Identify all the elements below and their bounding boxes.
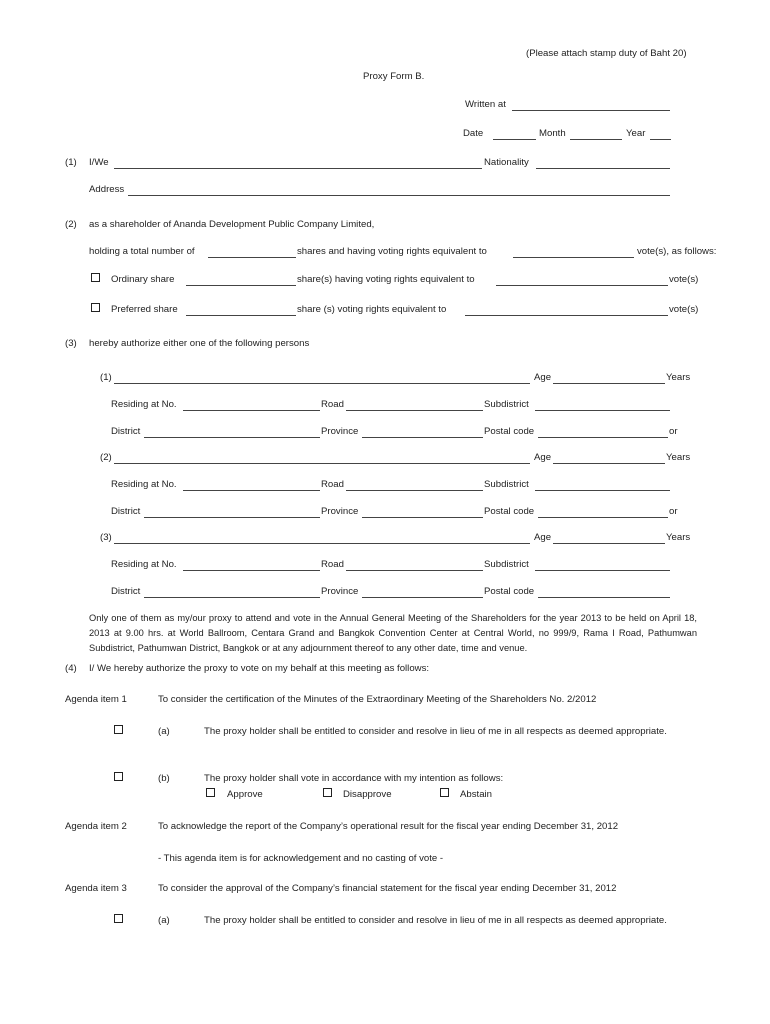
proxy2-subdistrict-label: Subdistrict [484,479,529,490]
agenda3-option-a-text: The proxy holder shall be entitled to consider and resolve in lieu of me in all respects as deemed appropriate. [204,915,667,926]
proxy2-province-label: Province [321,506,359,517]
iwe-field[interactable] [114,168,482,169]
proxy1-postal-label: Postal code [484,426,535,437]
approve-label: Approve [227,789,263,800]
proxy3-residing-label: Residing at No. [111,559,177,570]
proxy1-district-label: District [111,426,141,437]
total-votes-field[interactable] [513,257,634,258]
preferred-share-label: Preferred share [111,304,178,315]
proxy3-age-label: Age [534,532,552,543]
proxy3-district-field[interactable] [144,597,320,598]
proxy2-or-label: or [669,506,678,517]
abstain-checkbox[interactable] [440,788,449,797]
proxy1-subdistrict-field[interactable] [535,410,670,411]
address-label: Address [89,184,125,195]
nationality-label: Nationality [484,157,529,168]
written-at-field[interactable] [512,110,670,111]
ordinary-share-label: Ordinary share [111,274,175,285]
section2-number: (2) [65,219,77,230]
total-shares-field[interactable] [208,257,296,258]
preferred-rights-label: share (s) voting rights equivalent to [297,304,447,315]
proxy1-province-label: Province [321,426,359,437]
holding-label: holding a total number of [89,246,195,257]
proxy3-road-label: Road [321,559,344,570]
preferred-votes-label: vote(s) [669,304,699,315]
proxy1-subdistrict-label: Subdistrict [484,399,529,410]
disapprove-checkbox[interactable] [323,788,332,797]
iwe-label: I/We [89,157,109,168]
agenda2-note: - This agenda item is for acknowledgement and no casting of vote - [158,853,444,864]
ordinary-votes-label: vote(s) [669,274,699,285]
address-field[interactable] [128,195,670,196]
section4-number: (4) [65,663,77,674]
proxy3-subdistrict-field[interactable] [535,570,670,571]
proxy1-name-field[interactable] [114,383,530,384]
agenda1-option-a-tag: (a) [158,726,170,737]
proxy3-postal-label: Postal code [484,586,535,597]
shareholder-text: as a shareholder of Ananda Development Public Company Limited, [89,219,375,230]
proxy3-years-label: Years [666,532,691,543]
proxy2-road-label: Road [321,479,344,490]
approve-checkbox[interactable] [206,788,215,797]
ordinary-votes-field[interactable] [496,285,668,286]
proxy2-age-field[interactable] [553,463,665,464]
preferred-share-checkbox[interactable] [91,303,100,312]
proxy2-postal-field[interactable] [538,517,668,518]
year-field[interactable] [650,139,671,140]
date-label: Date [463,128,484,139]
nationality-field[interactable] [536,168,670,169]
form-title: Proxy Form B. [363,71,425,82]
proxy3-province-label: Province [321,586,359,597]
proxy2-subdistrict-field[interactable] [535,490,670,491]
proxy2-age-label: Age [534,452,552,463]
proxy2-postal-label: Postal code [484,506,535,517]
month-label: Month [539,128,566,139]
proxy1-years-label: Years [666,372,691,383]
proxy3-subdistrict-label: Subdistrict [484,559,529,570]
written-at-label: Written at [465,99,506,110]
preferred-votes-field[interactable] [465,315,668,316]
proxy3-road-field[interactable] [346,570,483,571]
section3-number: (3) [65,338,77,349]
month-field[interactable] [570,139,622,140]
proxy1-district-field[interactable] [144,437,320,438]
ordinary-share-field[interactable] [186,285,296,286]
proxy2-number: (2) [100,452,112,463]
agenda1-option-a-checkbox[interactable] [114,725,123,734]
agenda1-option-b-tag: (b) [158,773,170,784]
proxy3-province-field[interactable] [362,597,483,598]
proxy3-number: (3) [100,532,112,543]
agenda1-label: Agenda item 1 [65,694,127,705]
proxy1-postal-field[interactable] [538,437,668,438]
proxy3-no-field[interactable] [183,570,320,571]
votes-follows-label: vote(s), as follows: [637,246,717,257]
date-field[interactable] [493,139,536,140]
proxy1-age-label: Age [534,372,552,383]
proxy2-road-field[interactable] [346,490,483,491]
agenda1-option-a-text: The proxy holder shall be entitled to consider and resolve in lieu of me in all respects as deemed appropriate. [204,726,667,737]
proxy2-district-field[interactable] [144,517,320,518]
proxy2-district-label: District [111,506,141,517]
proxy1-residing-label: Residing at No. [111,399,177,410]
abstain-label: Abstain [460,789,492,800]
agenda2-label: Agenda item 2 [65,821,127,832]
agenda1-title: To consider the certification of the Minutes of the Extraordinary Meeting of the Shareholders No. 2/2012 [158,694,597,705]
section4-text: I/ We hereby authorize the proxy to vote on my behalf at this meeting as follows: [89,663,430,674]
preferred-share-field[interactable] [186,315,296,316]
stamp-note: (Please attach stamp duty of Baht 20) [526,48,687,59]
disapprove-label: Disapprove [343,789,392,800]
proxy3-postal-field[interactable] [538,597,670,598]
proxy1-road-field[interactable] [346,410,483,411]
proxy3-district-label: District [111,586,141,597]
proxy2-province-field[interactable] [362,517,483,518]
proxy2-no-field[interactable] [183,490,320,491]
agenda1-option-b-checkbox[interactable] [114,772,123,781]
year-label: Year [626,128,646,139]
shares-having-label: shares and having voting rights equivalent to [297,246,487,257]
proxy3-name-field[interactable] [114,543,530,544]
proxy1-age-field[interactable] [553,383,665,384]
agenda2-title: To acknowledge the report of the Company’s operational result for the fiscal year ending December 31, 2012 [158,821,619,832]
ordinary-rights-label: share(s) having voting rights equivalent to [297,274,475,285]
agenda3-title: To consider the approval of the Company’s financial statement for the fiscal year ending December 31, 2012 [158,883,617,894]
proxy1-or-label: or [669,426,678,437]
proxy2-years-label: Years [666,452,691,463]
agenda1-option-b-text: The proxy holder shall vote in accordance with my intention as follows: [204,773,504,784]
section1-number: (1) [65,157,77,168]
proxy1-number: (1) [100,372,112,383]
proxy1-road-label: Road [321,399,344,410]
proxy-meeting-paragraph: Only one of them as my/our proxy to attend and vote in the Annual General Meeting of the Shareholders for the year 2013 to be held on April 18, 2013 at 9.00 hrs. at World Ballroom, Centara Grand and Bangkok Convention Center at Central World, no 999/9, Rama I Road, Pathumwan Subdistrict, Pathumwan District, Bangkok or at any adjournment thereof to any other date, time and venue. [89,613,697,653]
proxy2-residing-label: Residing at No. [111,479,177,490]
proxy1-no-field[interactable] [183,410,320,411]
ordinary-share-checkbox[interactable] [91,273,100,282]
agenda3-label: Agenda item 3 [65,883,127,894]
proxy1-province-field[interactable] [362,437,483,438]
proxy2-name-field[interactable] [114,463,530,464]
agenda3-option-a-checkbox[interactable] [114,914,123,923]
authorize-text: hereby authorize either one of the following persons [89,338,310,349]
agenda3-option-a-tag: (a) [158,915,170,926]
proxy3-age-field[interactable] [553,543,665,544]
